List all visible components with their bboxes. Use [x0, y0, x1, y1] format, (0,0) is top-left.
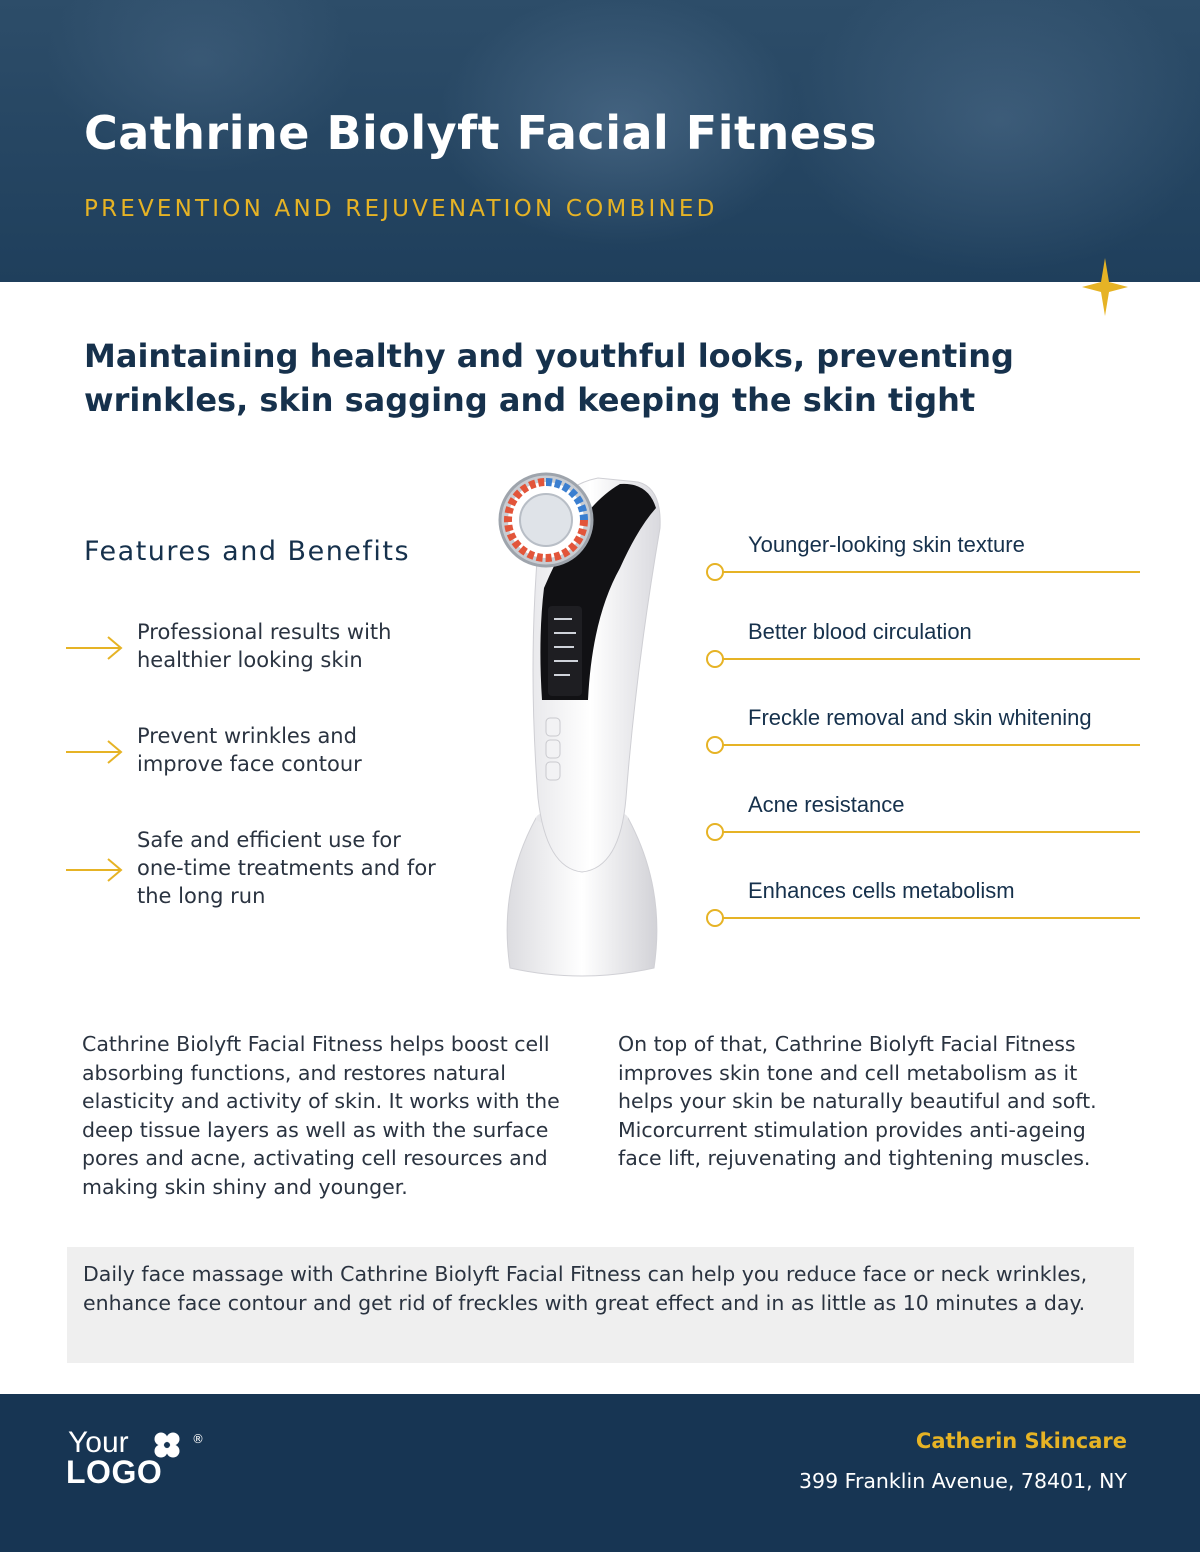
- benefit-item: [704, 619, 1140, 673]
- benefit-text: Better blood circulation: [748, 619, 972, 644]
- arrow-right-icon: [66, 858, 124, 882]
- page-subtitle: PREVENTION AND REJUVENATION COMBINED: [84, 196, 718, 222]
- callout-box: [67, 1247, 1134, 1363]
- company-address: 399 Franklin Avenue, 78401, NY: [799, 1469, 1127, 1493]
- benefit-item: [704, 878, 1140, 932]
- feature-text: Professional results with healthier looking skin: [137, 620, 392, 672]
- logo-text-bottom: LOGO: [66, 1454, 163, 1490]
- circle-bullet-icon: [704, 649, 1140, 669]
- benefit-item: [704, 532, 1140, 586]
- logo-text-top: Your: [68, 1426, 129, 1459]
- benefit-text: Freckle removal and skin whitening: [748, 705, 1092, 730]
- features-title: Features and Benefits: [84, 536, 411, 567]
- page-title: Cathrine Biolyft Facial Fitness: [84, 106, 878, 160]
- footer: [0, 1394, 1200, 1552]
- arrow-right-icon: [66, 740, 124, 764]
- feature-text: Prevent wrinkles and improve face contour: [137, 724, 362, 776]
- registered-mark: ®: [192, 1432, 204, 1446]
- circle-bullet-icon: [704, 562, 1140, 582]
- hero-banner: [0, 0, 1200, 282]
- body-paragraph-right: On top of that, Cathrine Biolyft Facial Fitness improves skin tone and cell metabolism as it helps your skin be naturally beautiful and soft. Micorcurrent stimulation provides anti-ageing face lift, rejuvenating and tightening muscles.: [618, 1032, 1097, 1170]
- circle-bullet-icon: [704, 908, 1140, 928]
- callout-text: Daily face massage with Cathrine Biolyft Facial Fitness can help you reduce face or neck wrinkles, enhance face contour and get rid of freckles with great effect and in as little as 10 minutes a day.: [83, 1262, 1088, 1315]
- benefit-text: Acne resistance: [748, 792, 905, 817]
- feature-text: Safe and efficient use for one-time treatments and for the long run: [137, 828, 436, 908]
- benefit-item: [704, 705, 1140, 759]
- body-paragraph-left: Cathrine Biolyft Facial Fitness helps boost cell absorbing functions, and restores natural elasticity and activity of skin. It works with the deep tissue layers as well as with the surface pores and acne, activating cell resources and making skin shiny and younger.: [82, 1032, 560, 1199]
- star-icon: [1082, 258, 1128, 316]
- headline: Maintaining healthy and youthful looks, preventing wrinkles, skin sagging and keeping the skin tight: [84, 337, 1014, 419]
- benefit-text: Younger-looking skin texture: [748, 532, 1025, 557]
- arrow-right-icon: [66, 636, 124, 660]
- benefit-item: [704, 792, 1140, 846]
- circle-bullet-icon: [704, 735, 1140, 755]
- company-name: Catherin Skincare: [915, 1429, 1127, 1453]
- benefit-text: Enhances cells metabolism: [748, 878, 1015, 903]
- device-image: [488, 468, 674, 982]
- circle-bullet-icon: [704, 822, 1140, 842]
